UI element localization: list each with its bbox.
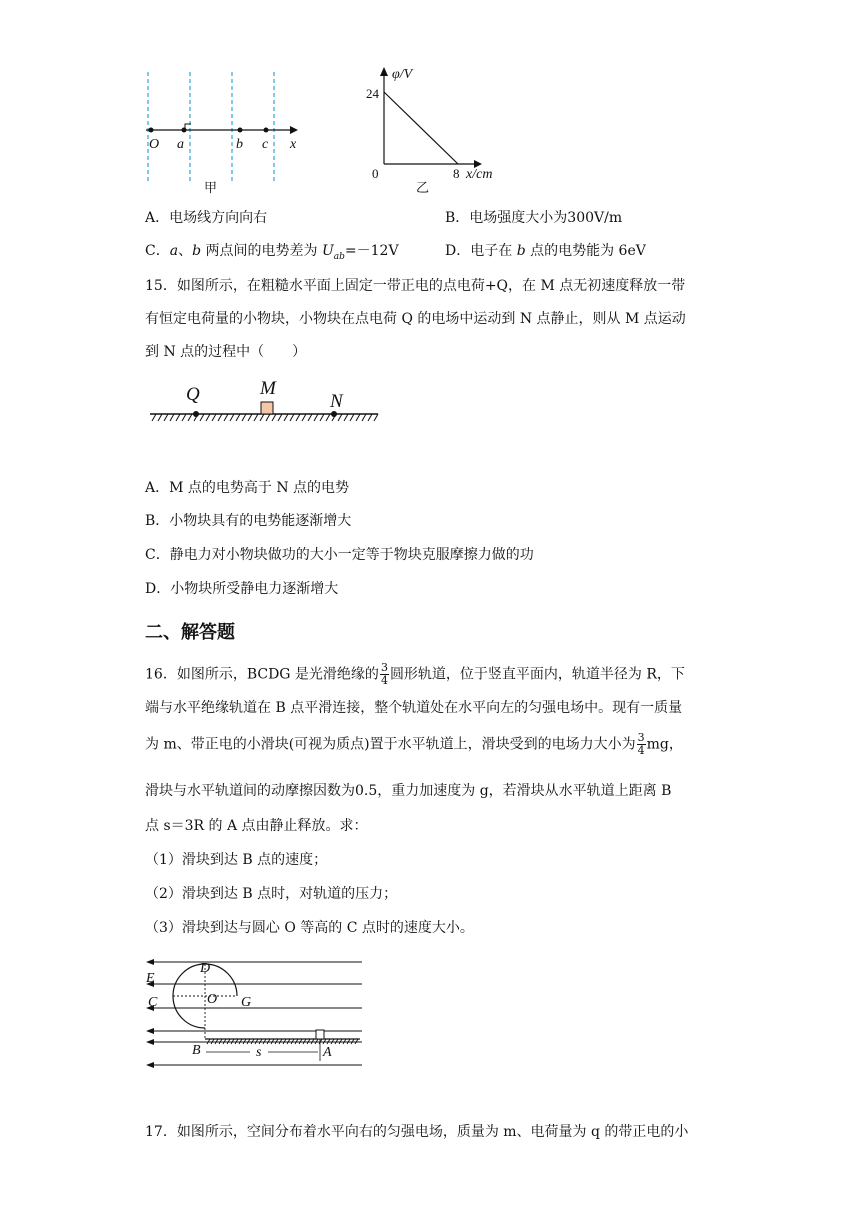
ground-hatch-mark [236,414,240,421]
q16-stem-line3: 为 m、带正电的小滑块(可视为质点)置于水平轨道上，滑块受到的电场力大小为 $\frac{3}{4}$ mg， [145,731,683,757]
ground-hatch-mark [224,414,228,421]
ground-hatch-mark [164,414,168,421]
ground-hatch-mark [344,414,348,421]
jia-caption: 甲 [204,180,218,195]
ground-hatch-mark [326,414,330,421]
q16-label-E: E [146,971,155,986]
figure-q16 [140,956,370,1072]
jia-label-x: x [290,137,297,152]
q16-label-s: s [256,1045,262,1060]
yi-x-axis-label: x/cm [466,167,493,182]
q15-stem-line3: 到 N 点的过程中（ ） [145,344,307,360]
figure-q15 [148,372,380,432]
q14-option-c: C．a、b 两点间的电势差为 $U_{ab}=-12V$ [145,243,399,262]
ground-hatch-mark [242,414,246,421]
q16-stem-line2: 端与水平绝缘轨道在 B 点平滑连接，整个轨道处在水平向左的匀强电场中。现有一质量 [145,700,683,716]
ground-hatch-mark [158,414,162,421]
yi-y-axis-label: φ/V [392,67,413,82]
q16-subq-1: （1）滑块到达 B 点的速度； [145,852,328,868]
q15-option-c: C．静电力对小物块做功的大小一定等于物块克服摩擦力做的功 [145,547,534,563]
q16-label-G: G [241,995,252,1010]
q14-option-a: A．电场线方向向右 [145,210,268,226]
ground-hatch-mark [290,414,294,421]
q16-fraction-3-4b: $\frac{3}{4}$ [637,731,645,757]
ground-hatch-mark [170,414,174,421]
q16-label-B: B [192,1043,201,1058]
yi-caption: 乙 [416,180,430,195]
q15-option-b: B．小物块具有的电势能逐渐增大 [145,513,352,529]
ground-hatch-mark [314,414,318,421]
q15-stem-line2: 有恒定电荷量的小物块，小物块在点电荷 Q 的电场中运动到 N 点静止，则从 M 点运动 [145,311,686,327]
ground-hatch-mark [320,414,324,421]
q16-fraction-3-4: $\frac{3}{4}$ [380,661,388,687]
ground-hatch-mark [296,414,300,421]
yi-origin: 0 [372,166,379,181]
ground-hatch-mark [176,414,180,421]
q14-option-d: D．电子在 b 点的电势能为 6eV [445,243,646,259]
ground-hatch-mark [356,414,360,421]
ground-hatch-mark [272,414,276,421]
q16-label-D: D [200,961,211,976]
figure-yi [360,62,520,197]
ground-hatch-mark [350,414,354,421]
ground-hatch-mark [182,414,186,421]
q16-subq-3: （3）滑块到达与圆心 O 等高的 C 点时的速度大小。 [145,920,474,936]
q16-label-C: C [148,995,158,1010]
ground-hatch-mark [308,414,312,421]
yi-x-tick-8: 8 [453,166,460,181]
q15-label-M: M [260,378,276,399]
q15-option-a: A．M 点的电势高于 N 点的电势 [145,480,350,496]
figure-jia [140,70,310,200]
q16-stem-line4: 滑块与水平轨道间的动摩擦因数为0.5，重力加速度为 g，若滑块从水平轨道上距离 B [145,783,672,799]
ground-hatch-mark [278,414,282,421]
q14-option-b: B．电场强度大小为300V/m [445,210,623,226]
ground-hatch-mark [188,414,192,421]
q15-label-N: N [330,391,343,412]
q16-subq-2: （2）滑块到达 B 点时，对轨道的压力； [145,886,398,902]
q16-stem-line5: 点 s＝3R 的 A 点由静止释放。求： [145,818,368,834]
ground-hatch-mark [212,414,216,421]
q15-label-Q: Q [186,384,200,405]
ground-hatch-mark [218,414,222,421]
q16-label-O: O [207,992,218,1007]
jia-label-O: O [149,137,160,152]
jia-label-c: c [262,137,269,152]
q16-stem-line1: 16．如图所示，BCDG 是光滑绝缘的 $\frac{3}{4}$ 圆形轨道，位于竖直平面内，轨道半径为 R，下 [145,661,685,687]
yi-data-line [384,92,458,164]
ground-hatch-mark [200,414,204,421]
ground-hatch-mark [230,414,234,421]
ground-hatch-mark [266,414,270,421]
ground-hatch-mark [254,414,258,421]
jia-label-b: b [236,137,243,152]
ground-hatch-mark [374,414,378,421]
yi-y-tick-24: 24 [366,86,379,101]
q15-stem-line1: 15．如图所示，在粗糙水平面上固定一带正电的点电荷+Q，在 M 点无初速度释放一带 [145,278,686,294]
ground-hatch-mark [206,414,210,421]
ground-hatch-mark [362,414,366,421]
ground-hatch-mark [302,414,306,421]
q15-option-d: D．小物块所受静电力逐渐增大 [145,581,339,597]
ground-hatch-mark [152,414,156,421]
ground-hatch-mark [248,414,252,421]
q17-stem-line1: 17．如图所示，空间分布着水平向右的匀强电场，质量为 m、电荷量为 q 的带正电的小 [145,1124,689,1140]
ground-hatch-mark [368,414,372,421]
section-title: 二、解答题 [145,622,235,643]
ground-hatch-mark [338,414,342,421]
q16-label-A: A [323,1045,332,1060]
ground-hatch-mark [260,414,264,421]
ground-hatch-mark [284,414,288,421]
jia-label-a: a [177,137,184,152]
